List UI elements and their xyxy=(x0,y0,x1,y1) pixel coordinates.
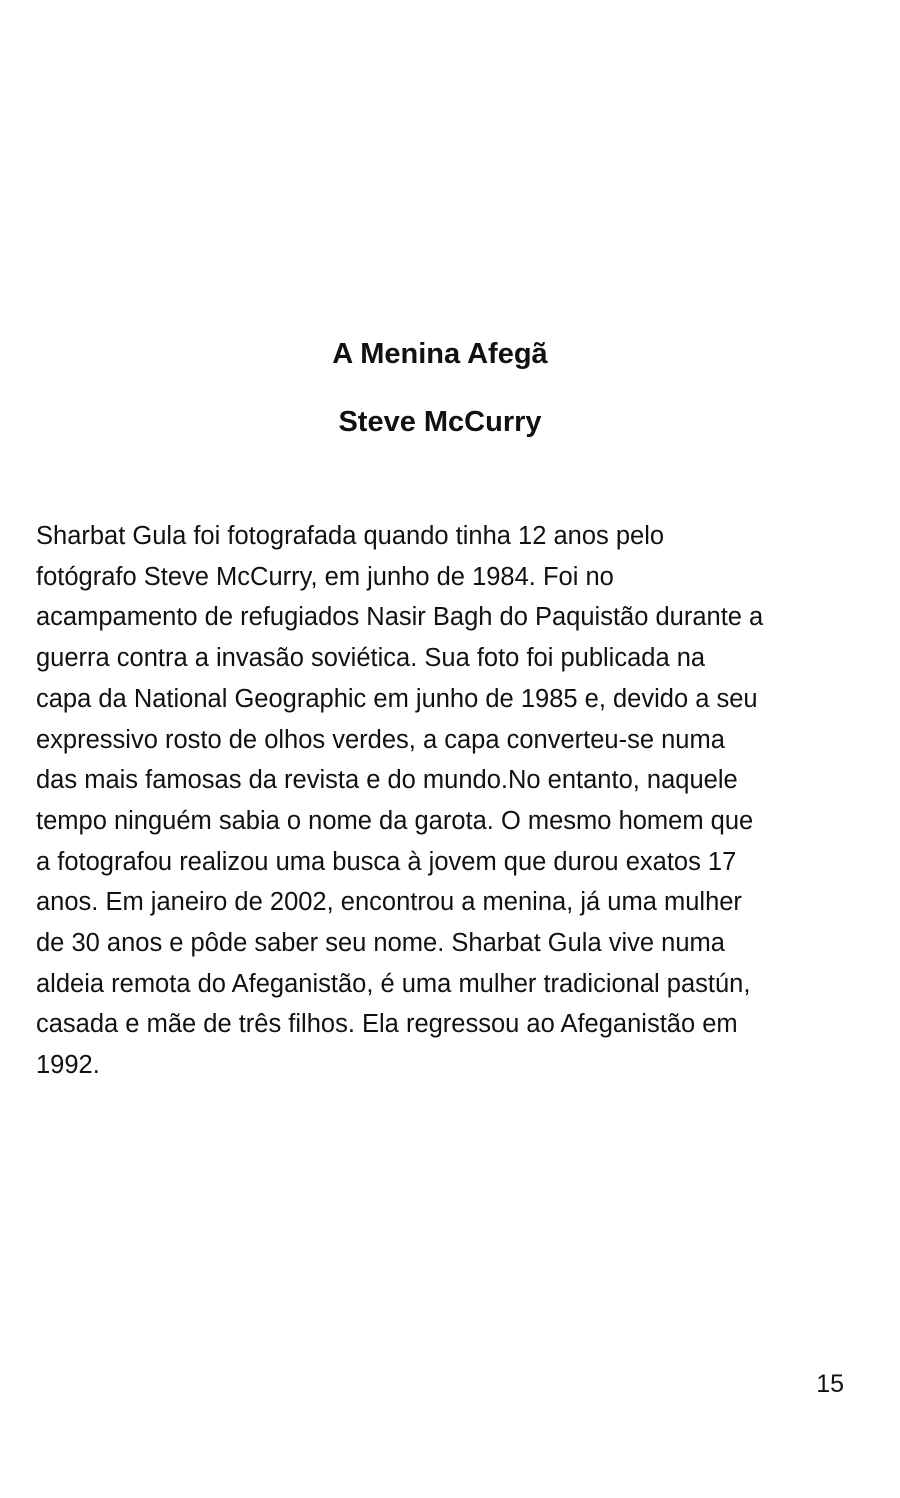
paragraph-line: guerra contra a invasão soviética. Sua foto foi publicada na xyxy=(36,644,706,673)
body-paragraph xyxy=(36,516,866,1086)
paragraph-line: casada e mãe de três filhos. Ela regressou ao Afeganistão em xyxy=(36,1010,738,1039)
paragraph-line: tempo ninguém sabia o nome da garota. O mesmo homem que xyxy=(36,806,754,835)
page-number: 15 xyxy=(816,1370,844,1398)
paragraph-line: a fotografou realizou uma busca à jovem que durou exatos 17 xyxy=(36,847,737,876)
paragraph-line: capa da National Geographic em junho de 1985 e, devido a seu xyxy=(36,684,758,713)
paragraph-line: das mais famosas da revista e do mundo.No entanto, naquele xyxy=(36,766,738,795)
paragraph-line: acampamento de refugiados Nasir Bagh do Paquistão durante a xyxy=(36,603,764,632)
paragraph-line: anos. Em janeiro de 2002, encontrou a menina, já uma mulher xyxy=(36,888,742,917)
paragraph-line: 1992. xyxy=(36,1051,100,1080)
paragraph-line: de 30 anos e pôde saber seu nome. Sharbat Gula vive numa xyxy=(36,929,725,958)
paragraph-line: fotógrafo Steve McCurry, em junho de 1984. Foi no xyxy=(36,562,614,591)
paragraph-line: expressivo rosto de olhos verdes, a capa converteu-se numa xyxy=(36,725,725,754)
paragraph-line: aldeia remota do Afeganistão, é uma mulher tradicional pastún, xyxy=(36,969,751,998)
page-title: A Menina Afegã xyxy=(332,338,548,370)
author-name: Steve McCurry xyxy=(338,406,542,438)
paragraph-line: Sharbat Gula foi fotografada quando tinha 12 anos pelo xyxy=(36,522,665,550)
